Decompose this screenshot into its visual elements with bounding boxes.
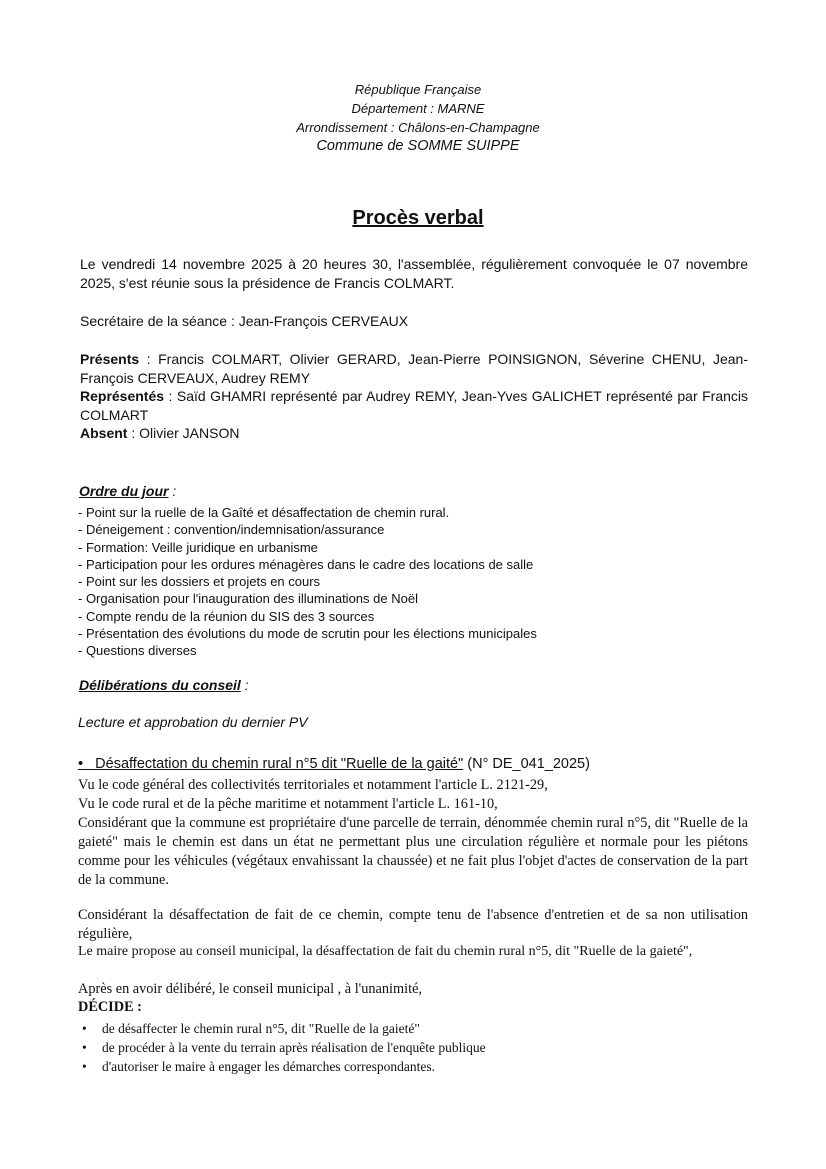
decide-label: DÉCIDE : (78, 999, 142, 1015)
ordre-heading-text: Ordre du jour (79, 483, 169, 499)
presents-label: Présents (80, 351, 140, 367)
list-item: - Formation: Veille juridique en urbanisme (78, 539, 318, 555)
deliberation-body (78, 776, 748, 890)
presents-list: : Francis COLMART, Olivier GERARD, Jean-Pierre POINSIGNON, Séverine CHENU, Jean-François CERVEAUX, Audrey REMY (80, 351, 748, 386)
deliberations-heading-text: Délibérations du conseil (79, 677, 241, 693)
list-item: • de procéder à la vente du terrain après réalisation de l'enquête publique (72, 1038, 486, 1057)
list-item: • d'autoriser le maire à engager les démarches correspondantes. (72, 1057, 486, 1076)
presents (80, 350, 748, 387)
deliberations-heading (79, 677, 249, 693)
list-item: • de désaffecter le chemin rural n°5, dit "Ruelle de la gaieté" (72, 1019, 486, 1038)
considerant-1: Considérant que la commune est propriétaire d'une parcelle de terrain, dénommée chemin rural n°5, dit "Ruelle de la gaieté" mais le chemin est dans un état ne permettant plus une circulation régulière et normale pour les piétons comme pour les véhicules (végétaux envahissant la chaussée) et ne fait plus l'objet d'actes de conservation de la part de la commune. (78, 815, 748, 888)
deliberation-title (78, 756, 590, 772)
header-arrondissement: Arrondissement : Châlons-en-Champagne (296, 120, 540, 135)
header-commune: Commune de SOMME SUIPPE (316, 138, 520, 154)
list-item: - Déneigement : convention/indemnisation/assurance (78, 522, 385, 538)
attendance (80, 350, 748, 443)
lecture-pv: Lecture et approbation du dernier PV (78, 714, 308, 730)
representes (80, 387, 748, 424)
header-departement: Département : MARNE (351, 101, 485, 116)
ordre-colon: : (168, 483, 177, 499)
ordre-heading (79, 483, 176, 499)
page-title: Procès verbal (352, 207, 484, 229)
list-item: - Présentation des évolutions du mode de scrutin pour les élections municipales (78, 626, 537, 642)
representes-label: Représentés (80, 388, 165, 404)
list-item: - Questions diverses (78, 643, 197, 659)
deliberation-title-text: Désaffectation du chemin rural n°5 dit "Ruelle de la gaité" (95, 756, 464, 772)
list-item: - Organisation pour l'inauguration des illuminations de Noël (78, 591, 418, 607)
deliberation-number: (N° DE_041_2025) (463, 756, 590, 772)
vu-1: Vu le code général des collectivités territoriales et notamment l'article L. 2121-29, (78, 777, 548, 793)
list-item: - Participation pour les ordures ménagères dans le cadre des locations de salle (78, 556, 534, 572)
considerant-2: Considérant la désaffectation de fait de ce chemin, compte tenu de l'absence d'entretien et de sa non utilisation régulière, (78, 907, 748, 942)
intro-paragraph: Le vendredi 14 novembre 2025 à 20 heures 30, l'assemblée, régulièrement convoquée le 07 novembre 2025, s'est réunie sous la présidence de Francis COLMART. (80, 256, 748, 291)
bullet-icon: • (78, 756, 96, 772)
list-item: - Compte rendu de la réunion du SIS des 3 sources (78, 608, 375, 624)
apres-delibere: Après en avoir délibéré, le conseil municipal , à l'unanimité, (78, 981, 422, 997)
header-republique: République Française (354, 82, 482, 97)
list-item: - Point sur les dossiers et projets en cours (78, 574, 321, 590)
absent (80, 424, 748, 443)
absent-label: Absent (80, 425, 128, 441)
list-item: - Point sur la ruelle de la Gaîté et désaffectation de chemin rural. (78, 505, 450, 520)
representes-list: : Saïd GHAMRI représenté par Audrey REMY, Jean-Yves GALICHET représenté par Francis COLMART (80, 388, 748, 423)
vu-2: Vu le code rural et de la pêche maritime et notamment l'article L. 161-10, (78, 796, 498, 812)
secretaire: Secrétaire de la séance : Jean-François CERVEAUX (80, 313, 409, 329)
deliberations-colon: : (240, 677, 249, 693)
maire-propose: Le maire propose au conseil municipal, la désaffectation de fait du chemin rural n°5, dit "Ruelle de la gaieté", (78, 944, 693, 959)
decisions-list (72, 1019, 486, 1076)
absent-list: : Olivier JANSON (127, 425, 240, 441)
ordre-list (78, 504, 537, 660)
